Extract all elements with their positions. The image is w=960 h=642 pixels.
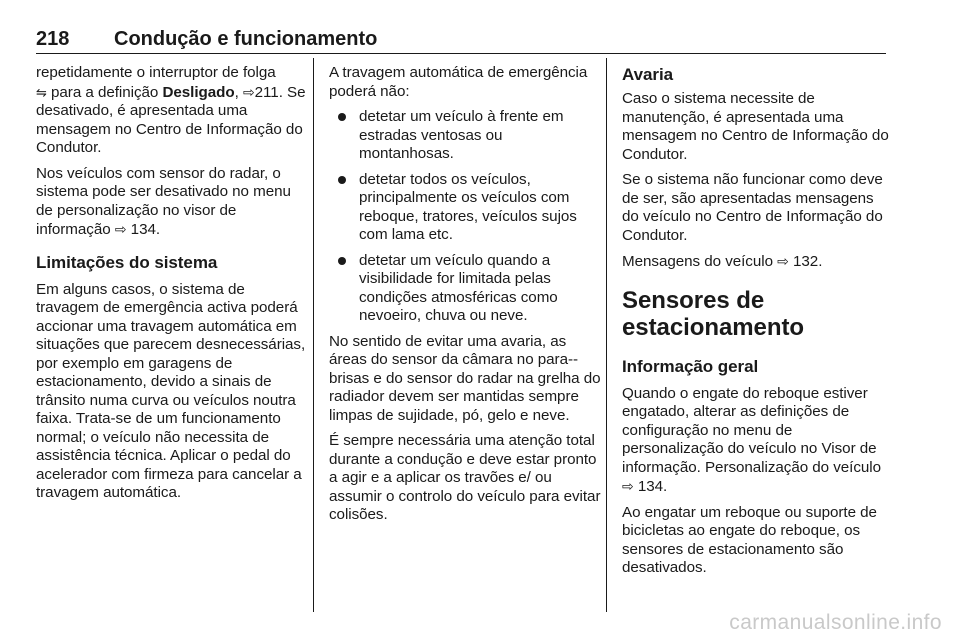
bullet-icon bbox=[338, 176, 346, 184]
watermark: carmanualsonline.info bbox=[729, 611, 942, 634]
bullet-icon bbox=[338, 113, 346, 121]
paragraph-malfunction: Se o sistema não funcionar como deve de ser, são apresentadas mensagens do veículo no Centro de Informação do Condutor. bbox=[622, 171, 883, 244]
list-item: detetar todos os veículos, principalmente os veículos com reboque, tratores, veículos sujos com lama etc. bbox=[329, 171, 601, 245]
paragraph-towbar: Quando o engate do reboque estiver engatado, alterar as definições de configuração no menu de personalização do veículo no Visor de informação. Personalização do veículo ⇨ 134. bbox=[622, 384, 882, 495]
page-reference[interactable]: 134. bbox=[637, 478, 668, 495]
reference-arrow-icon: ⇨ bbox=[777, 253, 789, 269]
reference-arrow-icon: ⇨ bbox=[114, 221, 127, 237]
setting-off-label: Desligado bbox=[162, 83, 235, 101]
paragraph-limitations: Em alguns casos, o sistema de travagem de emergência activa poderá accionar uma travagem automática em situações que parecem desnecessárias, por exemplo em garagens de estacionamento, devido a sinais de trânsito numa curva ou veículos noutra faixa. Trata-se de um funcionamento normal; o veículo não necessita de assistência técnica. Aplicar o pedal do acelerador com firmeza para cancelar a travagem automática. bbox=[36, 280, 306, 501]
column-divider-1 bbox=[313, 58, 314, 612]
reference-arrow-icon: ⇨ bbox=[242, 83, 255, 100]
paragraph-intro: A travagem automática de emergência poderá não: bbox=[329, 64, 588, 100]
paragraph-bike-carrier: Ao engatar um reboque ou suporte de bicicletas ao engate do reboque, os sensores de estacionamento são desativados. bbox=[622, 503, 877, 576]
paragraph-vehicle-messages: Mensagens do veículo ⇨ 132. bbox=[622, 253, 823, 270]
section-title-parking-sensors: Sensores de estacionamento bbox=[622, 286, 805, 341]
header-rule bbox=[36, 53, 886, 54]
heading-general-info: Informação geral bbox=[622, 356, 759, 376]
page-number: 218 bbox=[36, 28, 70, 50]
paragraph-attention: É sempre necessária uma atenção total durante a condução e deve estar pronto a agir e a aplicar os travões e/ ou assumir o controlo do veículo para evitar colisões. bbox=[329, 432, 601, 523]
switch-symbol-icon: ⇋ bbox=[36, 84, 47, 100]
heading-system-limitations: Limitações do sistema bbox=[36, 252, 218, 272]
column-1 bbox=[36, 64, 308, 510]
list-item: detetar um veículo quando a visibilidade for limitada pelas condições atmosféricas como nevoeiro, chuva ou neve. bbox=[329, 252, 601, 326]
column-3 bbox=[622, 64, 894, 585]
page-reference[interactable]: 134. bbox=[130, 221, 161, 238]
page-reference[interactable]: 211. bbox=[254, 83, 283, 101]
paragraph-radar: Nos veículos com sensor do radar, o sistema pode ser desativado no menu de personalização no visor de informação ⇨ 134. bbox=[36, 164, 291, 238]
list-item: detetar um veículo à frente em estradas ventosas ou montanhosas. bbox=[329, 108, 601, 164]
column-2 bbox=[329, 64, 601, 532]
heading-fault: Avaria bbox=[622, 65, 674, 84]
paragraph-maintenance: Caso o sistema necessite de manutenção, é apresentada uma mensagem no Centro de Informação do Condutor. bbox=[622, 90, 889, 163]
paragraph-disable: repetidamente o interruptor de folga ⇋ para a definição Desligado, ⇨211. Se desativado, é apresentada uma mensagem no Centro de Informação do Condutor. bbox=[36, 64, 306, 156]
page-title: Condução e funcionamento bbox=[114, 28, 378, 50]
paragraph-sensor-cleaning: No sentido de evitar uma avaria, as áreas do sensor da câmara no para-‐brisas e do sensor do radar na grelha do radiador devem ser mantidas sempre limpas de sujidade, pó, gelo e neve. bbox=[329, 332, 601, 424]
column-divider-2 bbox=[606, 58, 607, 612]
page-header bbox=[36, 26, 886, 52]
bullet-list bbox=[329, 108, 601, 326]
reference-arrow-icon: ⇨ bbox=[622, 478, 634, 494]
bullet-icon bbox=[338, 257, 346, 265]
page-reference[interactable]: 132. bbox=[793, 253, 823, 270]
